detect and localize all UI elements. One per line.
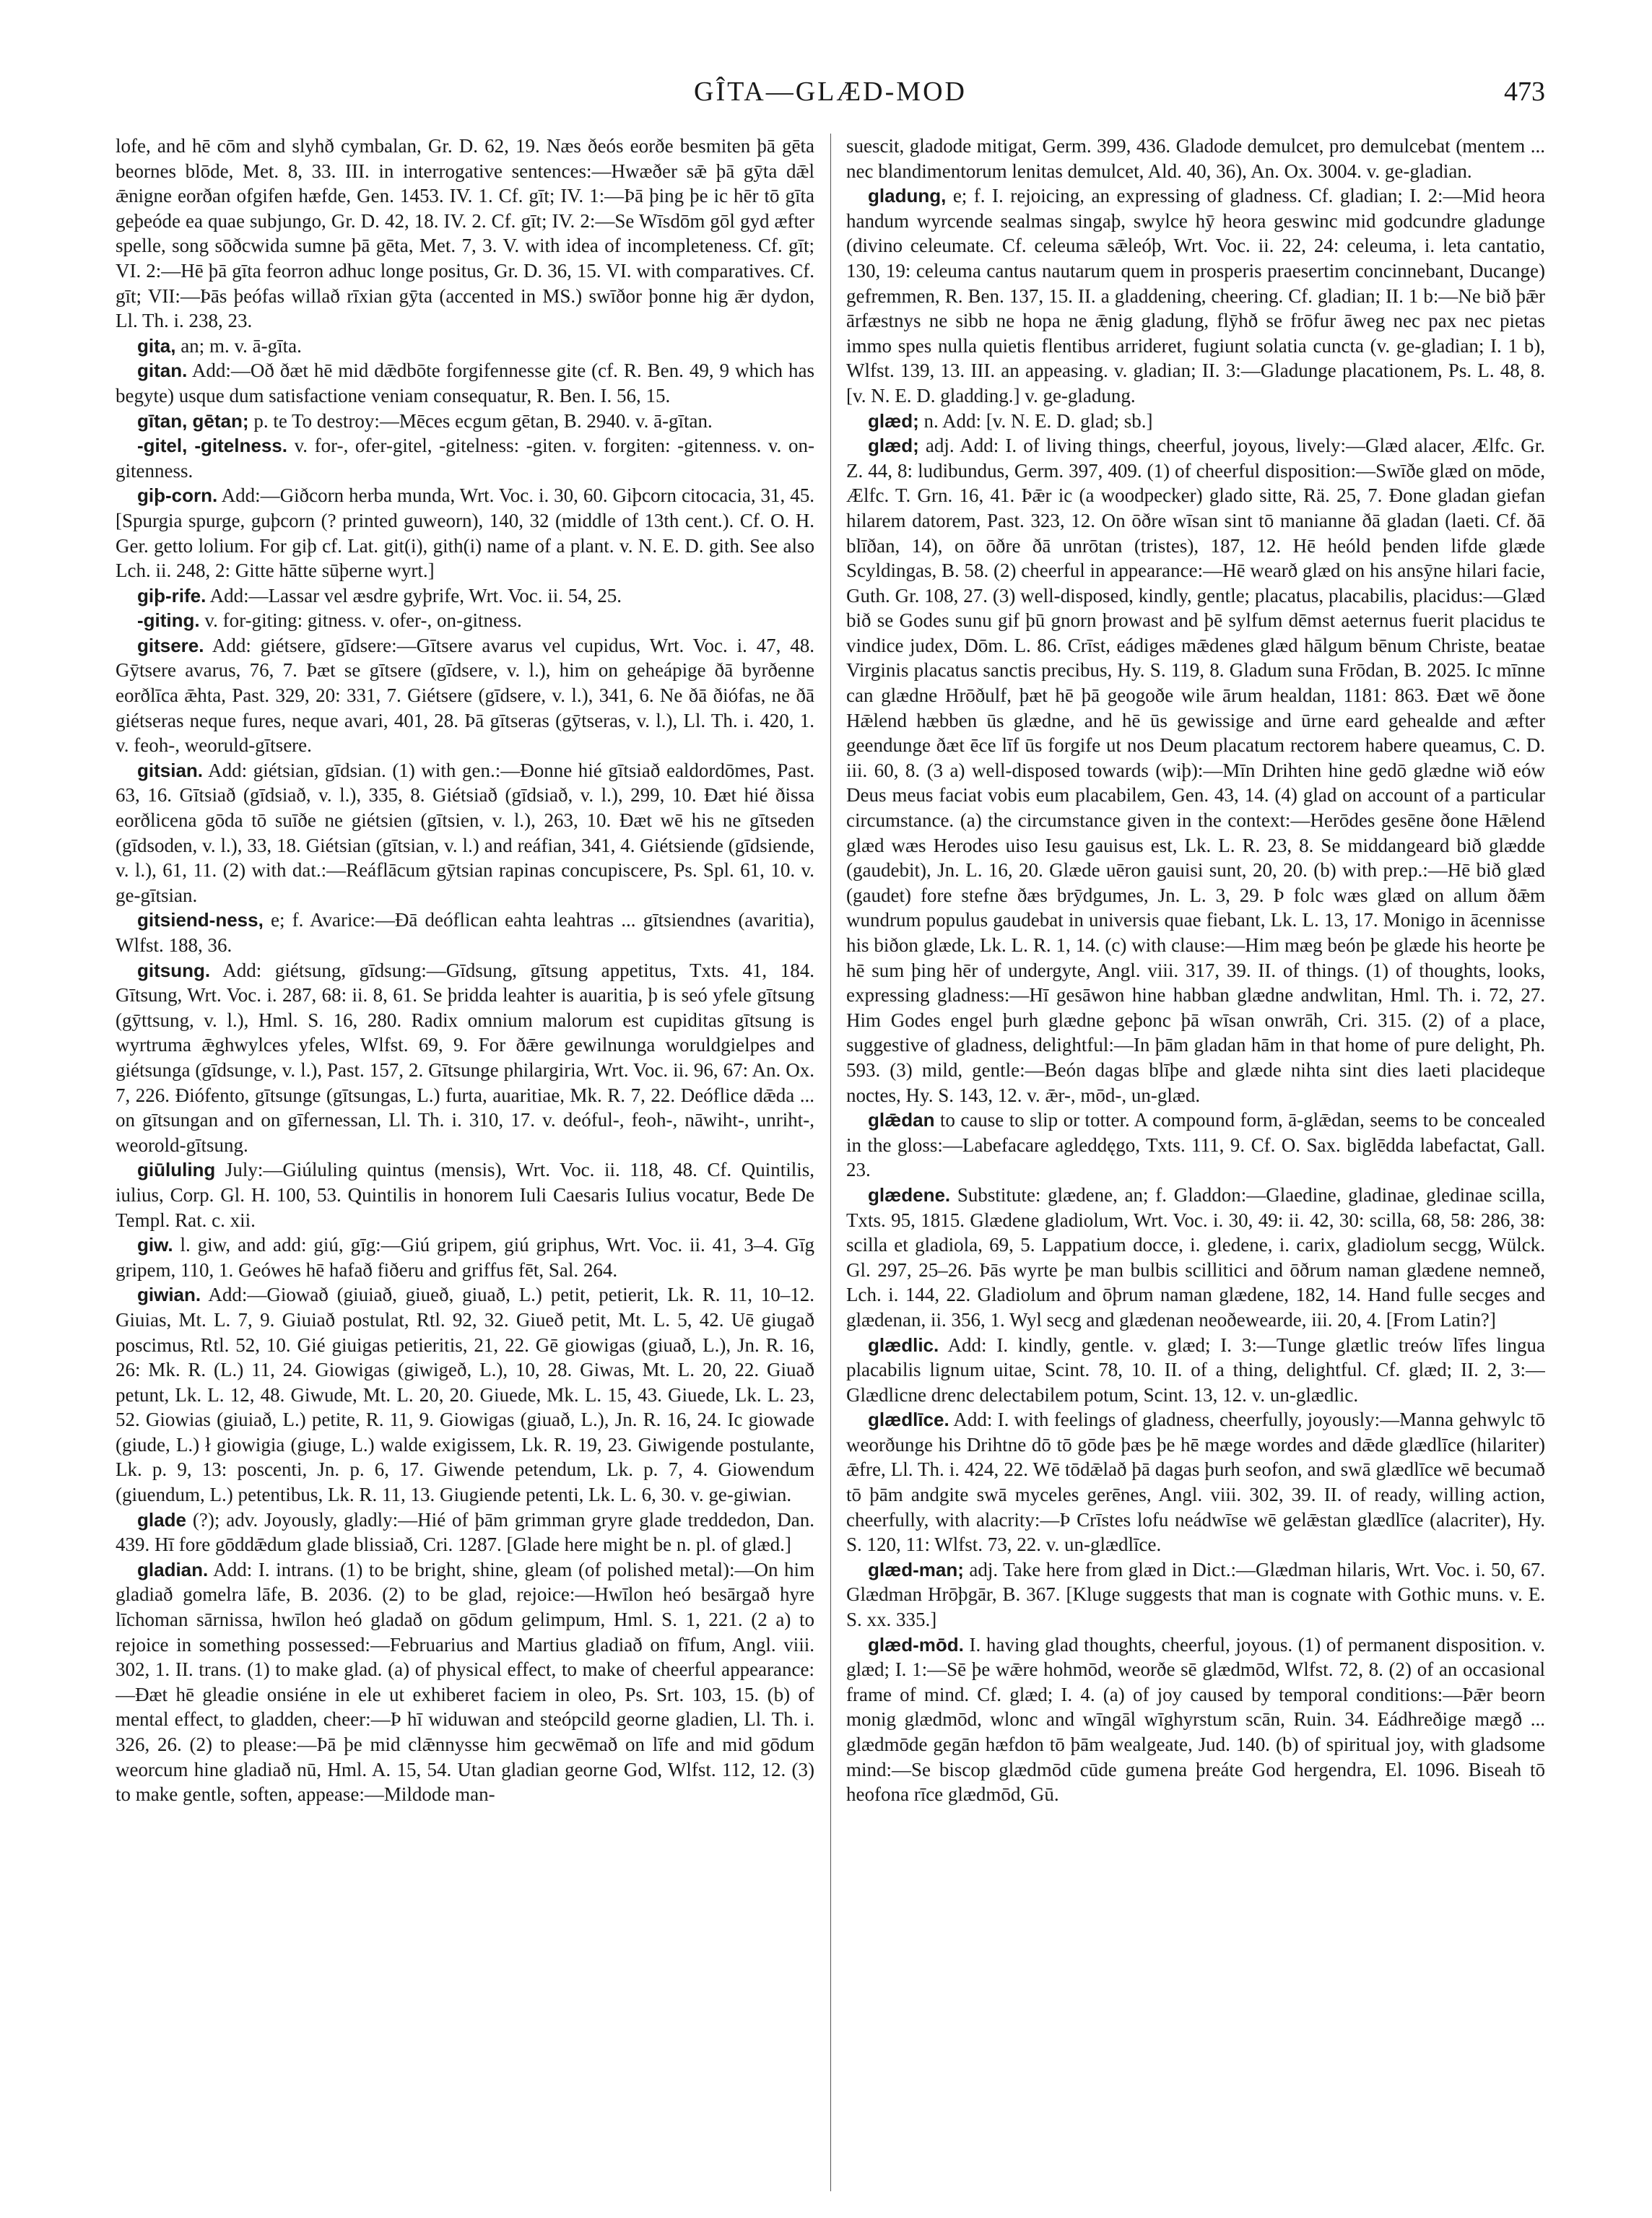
dictionary-entry	[846, 1183, 1545, 1333]
two-column-body	[116, 134, 1545, 2199]
entry-headword: gladung,	[868, 185, 947, 207]
dictionary-entry	[846, 409, 1545, 434]
dictionary-entry	[116, 409, 814, 434]
dictionary-entry	[116, 1282, 814, 1507]
entry-text: lofe, and hē cōm and slyhð cymbalan, Gr. D. 62, 19. Næs ðeós eorðe besmiten þā gēta beornes blōde, Met. 8, 33. III. in interrogative sentences:—Hwæðer sǣ þā gȳta dǣl ǣnigne eorðan ofgifen hæfde, Gen. 1453. IV. 1. Cf. gīt; IV. 1:—Þā þing þe ic hēr tō gīta geþeóde ea quae subjungo, Gr. D. 42, 18. IV. 2. Cf. gīt; IV. 2:—Se Wīsdōm gōl gyd æfter spelle, song sōðcwida sumne þā gēta, Met. 7, 3. V. with idea of incompleteness. Cf. gīt; VI. 2:—Hē þā gīta feorron adhuc longe positus, Gr. D. 36, 15. VI. with comparatives. Cf. gīt; VII:—Þās þeófas willað rīxian gȳta (accented in MS.) swīðor þonne hig ǣr dydon, Ll. Th. i. 238, 23.	[116, 135, 814, 332]
dictionary-entry	[116, 1557, 814, 1807]
entry-headword: glæd;	[868, 409, 919, 432]
entry-headword: glæd-mōd.	[868, 1633, 964, 1656]
dictionary-entry	[116, 583, 814, 609]
entry-headword: glæd-man;	[868, 1558, 964, 1580]
entry-headword: gitsiend-ness,	[137, 909, 264, 931]
entry-headword: giþ-corn.	[137, 484, 218, 507]
entry-headword: glæd;	[868, 435, 919, 457]
dictionary-entry	[116, 908, 814, 957]
dictionary-entry	[846, 1333, 1545, 1408]
entry-text: Add: I. kindly, gentle. v. glæd; I. 3:—Tunge glætlic treów līfes lingua placabilis lignum uitae, Scint. 78, 10. II. of a thing, delightful. Cf. glæd; II. 2, 3:—Glædlicne drenc delectabilem potum, Scint. 13, 12. v. un-glædlic.	[846, 1334, 1545, 1406]
dictionary-entry	[846, 134, 1545, 183]
entry-text: Add: giétsere, gīdsere:—Gītsere avarus vel cupidus, Wrt. Voc. i. 47, 48. Gȳtsere avarus, 76, 7. Þæt se gītsere (gīdsere, v. l.), him on geheápige ðā byrðenne eorðlīca ǣhta, Past. 329, 20: 331, 7. Giétsere (gīdsere, v. l.), 341, 6. Ne ðā ðiófas, ne ðā giétseras neque fures, neque avari, 401, 28. Þā gītseras (gȳtseras, v. l.), Ll. Th. i. 420, 1. v. feoh-, weoruld-gītsere.	[116, 634, 814, 757]
entry-headword: glædene.	[868, 1183, 951, 1206]
entry-headword: gladian.	[137, 1558, 209, 1580]
entry-headword: -giting.	[137, 609, 200, 632]
dictionary-entry	[116, 1232, 814, 1282]
dictionary-entry	[846, 433, 1545, 1108]
entry-headword: giw.	[137, 1234, 173, 1256]
dictionary-entry	[846, 1557, 1545, 1632]
entry-text: an; m. v. ā-gīta.	[181, 334, 302, 357]
right-column	[846, 134, 1545, 2199]
entry-text: Add: giétsian, gīdsian. (1) with gen.:—Ðonne hié gītsiað ealdordōmes, Past. 63, 16. Gītsiað (gīdsiað, v. l.), 335, 8. Giétsiað (gīdsiað, v. l.), 299, 10. Ðæt hié ðissa eorðlicena gōda tō suīðe ne giétsien (gītsien, v. l.), 263, 10. Ðæt wē his ne gītseden (gīdsoden, v. l.), 33, 18. Giétsian (gītsian, v. l.) and reáfian, 341, 4. Giétsiende (gīdsiende, v. l.), 61, 11. (2) with dat.:—Reáflācum gȳtsian rapinas concupiscere, Ps. Spl. 61, 10. v. ge-gītsian.	[116, 759, 814, 906]
entry-text: l. giw, and add: giú, gīg:—Giú gripem, giú griphus, Wrt. Voc. ii. 41, 3–4. Gīg gripem, 110, 1. Geówes hē hafað fiðeru and griffus fēt, Sal. 264.	[116, 1234, 814, 1281]
dictionary-entry	[116, 633, 814, 758]
dictionary-entry	[116, 483, 814, 583]
entry-headword: -gitel, -gitelness.	[137, 435, 287, 457]
entry-text: July:—Giúluling quintus (mensis), Wrt. Voc. ii. 118, 48. Cf. Quintilis, iulius, Corp. Gl. H. 100, 53. Quintilis in honorem Iuli Caesaris Iulius vocatur, Bede De Templ. Rat. c. xii.	[116, 1159, 814, 1231]
running-head: GÎTA—GLÆD-MOD	[694, 77, 967, 107]
entry-text: Add: I. intrans. (1) to be bright, shine, gleam (of polished metal):—On him gladiað gomelra lāfe, B. 2036. (2) to be glad, rejoice:—Hwīlon heó besārgað hyre līchoman sārnissa, hwīlon heó gladað on gōdum gelimpum, Hml. S. 1, 221. (2 a) to rejoice in something possessed:—Februarius and Martius gladiað on fīfum, Angl. viii. 302, 1. II. trans. (1) to make glad. (a) of physical effect, to make of cheerful appearance:—Ðæt hē gleadie onsiéne in ele ut exhiberet faciem in oleo, Ps. Srt. 103, 15. (b) of mental effect, to gladden, cheer:—Þ hī widuwan and steópcild georne gladien, Ll. Th. i. 326, 26. (2) to please:—Þā þe mid clǣnnysse him gecwēmað on līfe and mid gōdum weorcum hine gladiað nū, Hml. A. 15, 54. Utan gladian georne God, Wlfst. 112, 12. (3) to make gentle, soften, appease:—Mildode man-	[116, 1558, 814, 1806]
entry-text: Add:—Oð ðæt hē mid dǣdbōte forgifennesse gite (cf. R. Ben. 49, 9 which has begyte) usque dum satisfactione veniam consequatur, R. Ben. I. 56, 15.	[116, 360, 814, 406]
dictionary-entry	[116, 608, 814, 633]
dictionary-entry	[116, 958, 814, 1158]
entry-text: n. Add: [v. N. E. D. glad; sb.]	[923, 409, 1153, 432]
column-divider	[830, 134, 831, 2191]
entry-headword: gītan, gētan;	[137, 409, 249, 432]
entry-text: Add:—Giðcorn herba munda, Wrt. Voc. i. 30, 60. Giþcorn citocacia, 31, 45. [Spurgia spurge, guþcorn (? printed guweorn), 140, 32 (middle of 13th cent.). Cf. O. H. Ger. getto lolium. For giþ cf. Lat. git(i), gith(i) name of a plant. v. N. E. D. gith. See also Lch. ii. 248, 2: Gitte hātte sūþerne wyrt.]	[116, 484, 814, 582]
entry-headword: giþ-rife.	[137, 584, 206, 606]
dictionary-entry	[116, 358, 814, 408]
page-header	[116, 76, 1545, 119]
entry-text: e; f. Avarice:—Ðā deóflican eahta leahtras ... gītsiendnes (avaritia), Wlfst. 188, 36.	[116, 909, 814, 956]
entry-text: v. for-, ofer-gitel, -gitelness: -giten. v. forgiten: -gitenness. v. on-gitenness.	[116, 435, 814, 482]
dictionary-entry	[116, 1508, 814, 1557]
entry-headword: glædlic.	[868, 1334, 939, 1356]
entry-headword: gitsung.	[137, 959, 211, 981]
entry-headword: glade	[137, 1508, 186, 1531]
entry-headword: gitsian.	[137, 759, 204, 781]
dictionary-entry	[846, 1407, 1545, 1557]
dictionary-entry	[846, 1632, 1545, 1807]
dictionary-entry	[116, 134, 814, 334]
entry-text: e; f. I. rejoicing, an expressing of gladness. Cf. gladian; I. 2:—Mid heora handum wyrcende sealmas singaþ, swylce hȳ heora geswinc mid godcundre gladunge (divino celeumate. Cf. celeuma sǣleóþ, Wrt. Voc. ii. 22, 24: celeuma, i. leta cantatio, 130, 19: celeuma cantus nautarum quem in prosperis praesertim concinnebant, Ducange) gefremmen, R. Ben. 137, 15. II. a gladdening, cheering. Cf. gladian; II. 1 b:—Ne bið þǣr ārfæstnys ne sibb ne hopa ne ǣnig gladung, flȳhð se frōfur āweg nec pax nec pietas immo spes nulla quietis flentibus arrideret, fugiunt solatia cuncta (v. ge-gladian; I. 1 b), Wlfst. 139, 13. III. an appeasing. v. gladian; II. 3:—Gladunge placationem, Ps. L. 48, 8. [v. N. E. D. gladding.] v. ge-gladung.	[846, 185, 1545, 406]
entry-text: Substitute: glædene, an; f. Gladdon:—Glaedine, gladinae, gledinae scilla, Txts. 95, 1815. Glædene gladiolum, Wrt. Voc. i. 30, 49: ii. 42, 30: scilla, 68, 58: 286, 38: scilla et gladiola, 69, 5. Lappatium docce, i. gledene, i. carix, gladiolum secgg, Wülck. Gl. 297, 25–26. Þās wyrte þe man bulbis scillitici and ōðrum naman glædene nemneð, Lch. i. 144, 22. Gladiolum and ōþrum naman glædene, 182, 14. Hand fulle secges and glædenan, ii. 356, 1. Wyl secg and glædenan neoðewearde, iii. 20, 4. [From Latin?]	[846, 1183, 1545, 1331]
entry-headword: giūluling	[137, 1159, 216, 1181]
dictionary-entry	[116, 433, 814, 483]
entry-text: adj. Add: I. of living things, cheerful, joyous, lively:—Glæd alacer, Ælfc. Gr. Z. 44, 8: ludibundus, Germ. 397, 409. (1) of cheerful disposition:—Swīðe glæd on mōde, Ælfc. T. Grn. 16, 41. Þǣr ic (a woodpecker) glado sitte, Rä. 25, 7. Ðone gladan giefan hilarem datorem, Past. 323, 12. On ōðre wīsan sint tō manianne ðā gladan (laeti. Cf. ðā blīðan, 14), on ōðre ðā unrōtan (tristes), 187, 12. Hē heóld þenden lifde glæde Scyldingas, B. 58. (2) cheerful in appearance:—Hē wearð glæd on his ansȳne hilari facie, Guth. Gr. 108, 27. (3) well-disposed, kindly, gentle; placatus, placabilis, placidus:—Glæd bið se Godes sunu gif þū gnorn þrowast and þē sylfum dēmst aeternus fuerit placidus te vindice judex, Dōm. L. 86. Crīst, eádiges mǣdenes glæd hālgum bēnum Christe, beatae Virginis placatus sanctis precibus, Hy. S. 119, 8. Gladum suna Frōdan, B. 2025. Ic mīnne can glædne Hrōðulf, þæt hē þā geogoðe wile ārum healdan, 1181: 863. Ðæt wē ðone Hǣlend hæbben ūs glædne, and hē ūs gewissige and ūrne eard gehealde and æfter geendunge ðæt ēce līf ūs forgife ut nos Deum placatum rectorem habere queamus, C. D. iii. 60, 8. (3 a) well-disposed towards (wiþ):—Mīn Drihten hine gedō glædne wið eów Deus meus faciat vobis eum placabilem, Gen. 43, 14. (4) glad on account of a particular circumstance. (a) the circumstance given in the context:—Herōdes gesēne ðone Hǣlend glæd wæs Herodes uiso Iesu gauisus est, Lk. L. R. 23, 8. Se middangeard bið glædde (gaudebit), Jn. L. 16, 20. Glæde uēron gauisi sunt, 20, 20. (b) with prep.:—Hē bið glæd (gaudet) fore stefne ðæs brȳdgumes, Jn. L. 3, 29. Þ folc wæs glæd on allum ðǣm wundrum populus gaudebat in universis quae fiebant, Lk. L. 13, 17. Monigo in ācennisse his biðon glæde, Lk. L. R. 1, 14. (c) with clause:—Him mæg beón þe glæde his heorte þe hē sum þing hēr of undergyte, Angl. viii. 317, 39. II. of things. (1) of thoughts, looks, expressing gladness:—Hī gesāwon hine habban glædne andwlitan, Hml. Th. i. 72, 27. Him Godes engel þurh glædne geþonc þā wīsan onwrāh, Cri. 315. (2) of a place, suggestive of gladness, delightful:—In þām gladan hām in that home of pure delight, Ph. 593. (3) mild, gentle:—Beón dagas blīþe and glæde nihta sint dies laeti placideque noctes, Hy. S. 143, 12. v. ǣr-, mōd-, un-glæd.	[846, 435, 1545, 1106]
entry-text: (?); adv. Joyously, gladly:—Hié of þām grimman gryre glade treddedon, Dan. 439. Hī fore gōddǣdum glade blissiað, Cri. 1287. [Glade here might be n. pl. of glæd.]	[116, 1508, 814, 1556]
dictionary-entry	[846, 1108, 1545, 1183]
entry-headword: gitsere.	[137, 634, 204, 656]
dictionary-entry	[846, 183, 1545, 408]
entry-headword: gita,	[137, 334, 176, 357]
page-number: 473	[1504, 77, 1545, 107]
entry-text: suescit, gladode mitigat, Germ. 399, 436. Gladode demulcet, pro demulcebat (mentem ... nec blandimentorum lenitas demulcet, Ald. 40, 36), An. Ox. 3004. v. ge-gladian.	[846, 135, 1545, 182]
entry-text: Add:—Giowað (giuiað, giueð, giuað, L.) petit, petierit, Lk. R. 11, 10–12. Giuias, Mt. L. 7, 9. Giuiað postulat, Rtl. 92, 32. Giueð petit, Mt. L. 5, 42. Uē giugað poscimus, Rtl. 52, 10. Gié giuigas petieritis, 21, 22. Gē giowigas (giuað, L.), Jn. R. 16, 26: Mk. R. (L.) 11, 24. Giowigas (giwigeð, L.), 10, 28. Giwas, Mt. L. 20, 22. Giuað petunt, Lk. L. 12, 48. Giwude, Mt. L. 20, 20. Giuede, Mk. L. 15, 43. Giuede, Lk. L. 23, 52. Giowias (giuiað, L.) petite, R. 11, 9. Giowigas (giuað, L.), Jn. R. 16, 24. Ic giowade (giude, L.) ł giowigia (giuge, L.) walde exigissem, Lk. R. 19, 23. Giwigende postulante, Lk. p. 9, 13: poscenti, Jn. p. 6, 17. Giwende petendum, Lk. p. 7, 4. Giowendum (giuendum, L.) petentibus, Lk. R. 11, 13. Giugiende petenti, Lk. L. 6, 30. v. ge-giwian.	[116, 1284, 814, 1506]
entry-headword: gitan.	[137, 360, 188, 382]
entry-text: adj. Take here from glæd in Dict.:—Glædman hilaris, Wrt. Voc. i. 50, 67. Glædman Hrōþgār, B. 367. [Kluge suggests that man is cognate with Gothic muns. v. E. S. xx. 335.]	[846, 1558, 1545, 1631]
left-column	[116, 134, 814, 2199]
entry-headword: giwian.	[137, 1284, 201, 1306]
dictionary-entry	[116, 758, 814, 908]
entry-text: Add:—Lassar vel æsdre gyþrife, Wrt. Voc. ii. 54, 25.	[209, 584, 622, 606]
entry-text: to cause to slip or totter. A compound form, ā-glǣdan, seems to be concealed in the gloss:—Labefacare agleddęgo, Txts. 111, 9. Cf. O. Sax. biglēdda labefactat, Gall. 23.	[846, 1109, 1545, 1181]
entry-text: Add: I. with feelings of gladness, cheerfully, joyously:—Manna gehwylc tō weorðunge his Drihtne dō tō gōde þæs þe hē mæge wordes and dǣde glædlīce (hilariter) ǣfre, Ll. Th. i. 424, 22. Wē tōdǣlað þā dagas þurh seofon, and swā glædlīce wē becumað tō þām andgite swā myceles gerēnes, Angl. viii. 302, 39. II. of ready, willing action, cheerfully, with alacrity:—Þ Crīstes lofu neádwīse wē gelǣstan glædlīce (alacriter), Hy. S. 120, 11: Wlfst. 73, 22. v. un-glædlīce.	[846, 1409, 1545, 1556]
entry-headword: glædlīce.	[868, 1409, 949, 1431]
entry-text: v. for-giting: gitness. v. ofer-, on-gitness.	[204, 609, 522, 632]
dictionary-entry	[116, 1157, 814, 1232]
dictionary-entry	[116, 334, 814, 359]
entry-headword: glǣdan	[868, 1109, 935, 1131]
entry-text: p. te To destroy:—Mēces ecgum gētan, B. 2940. v. ā-gītan.	[253, 409, 713, 432]
entry-text: I. having glad thoughts, cheerful, joyous. (1) of permanent disposition. v. glæd; I. 1:—Sē þe wǣre hohmōd, weorðe sē glædmōd, Wlfst. 72, 8. (2) of an occasional frame of mind. Cf. glæd; I. 4. (a) of joy caused by temporal conditions:—Þǣr beorn monig glædmōd, wlonc and wīngāl wīghyrstum scān, Ruin. 34. Eádhreðige mægð ... glædmōde gegān hæfdon tō þām wealgeate, Jud. 140. (b) of spiritual joy, with gladsome mind:—Se biscop glædmōd cūde gumena þreáte God hergendra, El. 1096. Biseah tō heofona rīce glædmōd, Gū.	[846, 1633, 1545, 1806]
entry-text: Add: giétsung, gīdsung:—Gīdsung, gītsung appetitus, Txts. 41, 184. Gītsung, Wrt. Voc. i. 287, 68: ii. 8, 61. Se þridda leahter is auaritia, þ is seó yfele gītsung (gȳttsung, v. l.), Hml. S. 16, 280. Radix omnium malorum est cupiditas gītsung is wyrtruma ǣghwylces yfeles, Wlfst. 69, 9. For ðǣre gewilnunga woruldgielpes and giétsunga (gīdsunge, v. l.), Past. 157, 2. Gītsunge philargiria, Wrt. Voc. ii. 96, 67: An. Ox. 7, 226. Ðiófento, gītsunge (gītsungas, L.) furta, auaritiae, Mk. R. 7, 22. Deóflice dǣda ... on gītsungan and on gīfernessan, Ll. Th. i. 310, 17. v. deóful-, feoh-, nāwiht-, unriht-, weorold-gītsung.	[116, 959, 814, 1156]
